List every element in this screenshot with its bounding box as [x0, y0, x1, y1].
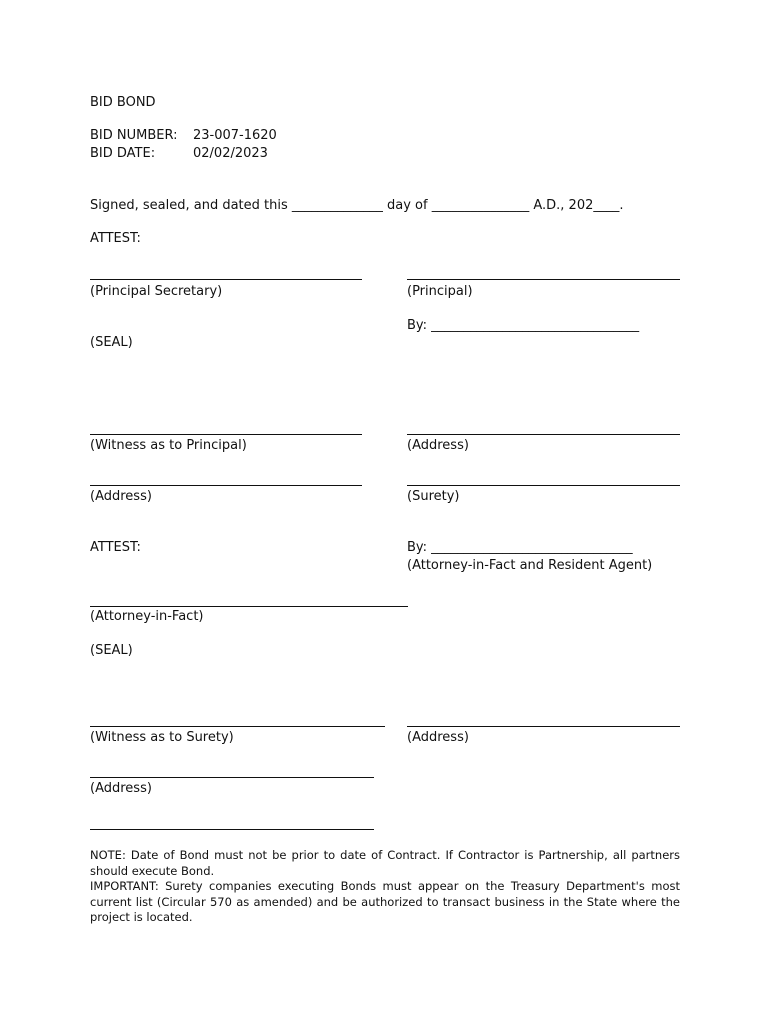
attest-label-2: ATTEST: — [90, 540, 141, 555]
principal-label: (Principal) — [407, 284, 473, 299]
attorney-resident-agent-label: (Attorney-in-Fact and Resident Agent) — [407, 558, 653, 573]
seal-label-1: (SEAL) — [90, 335, 133, 350]
principal-by-line: By: ________________________________ — [407, 318, 640, 333]
attorney-in-fact-label: (Attorney-in-Fact) — [90, 609, 204, 624]
important-text: IMPORTANT: Surety companies executing Bonds must appear on the Treasury Department's most current list (Circular 570 as amended) and be authorized to transact business in the State where the project is located. — [90, 879, 680, 924]
principal-signature-line — [407, 279, 680, 280]
witness-surety-address-label: (Address) — [90, 781, 152, 796]
surety-address-line — [407, 726, 680, 727]
extra-address-line — [90, 829, 374, 830]
principal-address-line — [407, 434, 680, 435]
surety-label: (Surety) — [407, 489, 460, 504]
principal-secretary-label: (Principal Secretary) — [90, 284, 223, 299]
surety-signature-line — [407, 485, 680, 486]
note-text: NOTE: Date of Bond must not be prior to date of Contract. If Contractor is Partnership, all partners should execute Bond. — [90, 848, 680, 878]
surety-by-line: By: _______________________________ — [407, 540, 633, 555]
witness-principal-label: (Witness as to Principal) — [90, 438, 247, 453]
document-title: BID BOND — [90, 95, 156, 110]
bid-number-label: BID NUMBER: — [90, 128, 178, 143]
surety-address-label: (Address) — [407, 730, 469, 745]
attorney-in-fact-signature-line — [90, 606, 408, 607]
seal-label-2: (SEAL) — [90, 643, 133, 658]
signed-dated-line: Signed, sealed, and dated this ______________ day of _______________ A.D., 202____. — [90, 198, 624, 213]
bid-number-value: 23-007-1620 — [193, 128, 277, 143]
bid-date-value: 02/02/2023 — [193, 146, 268, 161]
witness-principal-address-label: (Address) — [90, 489, 152, 504]
attest-label-1: ATTEST: — [90, 231, 141, 246]
bid-date-label: BID DATE: — [90, 146, 156, 161]
witness-principal-signature-line — [90, 434, 362, 435]
footnotes — [90, 848, 680, 926]
witness-surety-label: (Witness as to Surety) — [90, 730, 234, 745]
witness-principal-address-line — [90, 485, 362, 486]
witness-surety-signature-line — [90, 726, 385, 727]
witness-surety-address-line — [90, 777, 374, 778]
principal-address-label: (Address) — [407, 438, 469, 453]
principal-secretary-signature-line — [90, 279, 362, 280]
